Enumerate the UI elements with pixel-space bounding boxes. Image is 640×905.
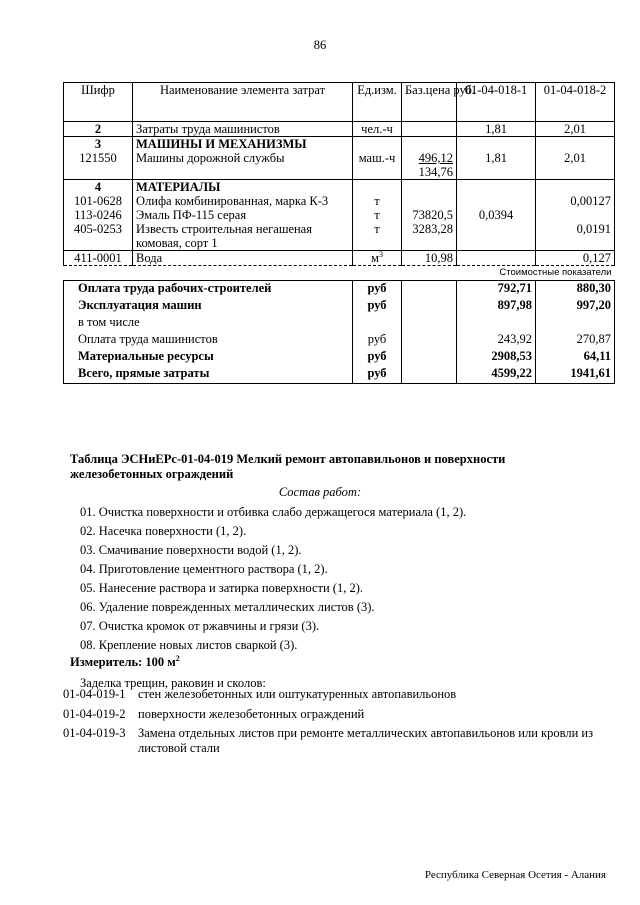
cost-name: в том числе xyxy=(64,315,353,332)
work-item: 02. Насечка поверхности (1, 2). xyxy=(80,524,247,538)
section-title-line-1: Таблица ЭСНиЕРс-01-04-019 Мелкий ремонт автопавильонов и поверхности xyxy=(70,452,506,466)
section-title xyxy=(70,452,610,482)
cost-caption-row xyxy=(64,266,615,281)
row-value-1: 1,81 xyxy=(457,122,536,137)
work-item: 01. Очистка поверхности и отбивка слабо держащегося материала (1, 2). xyxy=(80,505,467,519)
row-name: Эмаль ПФ-115 серая xyxy=(133,208,353,222)
table-row xyxy=(64,222,615,236)
row-unit: чел.-ч xyxy=(353,122,402,137)
row-value-1 xyxy=(457,251,536,266)
resource-table xyxy=(63,82,615,384)
variant-code: 01-04-019-3 xyxy=(63,726,126,740)
cost-value-2: 270,87 xyxy=(536,332,615,349)
row-price: 496,12 xyxy=(418,151,453,165)
row-name: МАШИНЫ И МЕХАНИЗМЫ xyxy=(133,137,353,152)
row-value-2: 0,127 xyxy=(536,251,615,266)
cost-name: Материальные ресурсы xyxy=(64,349,353,366)
row-code: 113-0246 xyxy=(64,208,133,222)
cost-name: Оплата труда рабочих-строителей xyxy=(64,281,353,299)
work-item: 08. Крепление новых листов сваркой (3). xyxy=(80,638,298,652)
work-item: 05. Нанесение раствора и затирка поверхности (1, 2). xyxy=(80,581,364,595)
footer-region: Республика Северная Осетия - Алания xyxy=(424,869,606,881)
variant-text: Замена отдельных листов при ремонте металлических автопавильонов или кровли из листовой стали xyxy=(138,726,594,755)
variant-code: 01-04-019-2 xyxy=(63,707,126,721)
cost-row xyxy=(64,281,615,299)
cost-row xyxy=(64,298,615,315)
row-name: Олифа комбинированная, марка К-3 xyxy=(133,194,353,208)
cost-value-2: 880,30 xyxy=(536,281,615,299)
row-unit: т xyxy=(353,222,402,236)
header-price: Баз.цена руб. xyxy=(402,83,457,122)
cost-unit: руб xyxy=(353,298,402,315)
row-value-2: 2,01 xyxy=(536,122,615,137)
row-name-continued: комовая, сорт 1 xyxy=(133,236,353,251)
cost-row xyxy=(64,366,615,384)
row-code: 101-0628 xyxy=(64,194,133,208)
row-price: 73820,5 xyxy=(402,208,457,222)
cost-unit: руб xyxy=(353,281,402,299)
table-row xyxy=(64,137,615,152)
cost-value-2: 64,11 xyxy=(536,349,615,366)
variant-code: 01-04-019-1 xyxy=(63,687,126,701)
cost-value-1: 792,71 xyxy=(457,281,536,299)
row-price xyxy=(402,122,457,137)
table-row xyxy=(64,208,615,222)
row-name: Затраты труда машинистов xyxy=(133,122,353,137)
row-code: 411-0001 xyxy=(64,251,133,266)
header-code: Шифр xyxy=(64,83,133,122)
work-item: 06. Удаление поврежденных металлических листов (3). xyxy=(80,600,375,614)
cost-value-2: 997,20 xyxy=(536,298,615,315)
cost-row xyxy=(64,349,615,366)
variant-text: поверхности железобетонных ограждений xyxy=(138,707,365,721)
row-unit: т xyxy=(353,194,402,208)
table-header-row xyxy=(64,83,615,122)
row-code: 405-0253 xyxy=(64,222,133,236)
row-value-2: 0,0191 xyxy=(536,222,615,236)
cost-value-1: 897,98 xyxy=(457,298,536,315)
work-item: 03. Смачивание поверхности водой (1, 2). xyxy=(80,543,302,557)
row-price xyxy=(402,194,457,208)
cost-value-1: 4599,22 xyxy=(457,366,536,384)
row-value-2: 0,00127 xyxy=(536,194,615,208)
row-value-2 xyxy=(536,208,615,222)
variant-row xyxy=(63,707,608,722)
work-item: 07. Очистка кромок от ржавчины и грязи (3). xyxy=(80,619,320,633)
row-code: 2 xyxy=(64,122,133,137)
row-price-secondary: 134,76 xyxy=(402,165,457,180)
header-unit: Ед.изм. xyxy=(353,83,402,122)
cost-caption: Стоимостные показатели xyxy=(64,266,615,281)
row-unit: $м^3$ xyxy=(353,251,402,266)
row-price: 3283,28 xyxy=(402,222,457,236)
cost-value-1: 243,92 xyxy=(457,332,536,349)
cost-unit: руб xyxy=(353,349,402,366)
row-code: 3 xyxy=(64,137,133,152)
cost-unit: руб xyxy=(353,332,402,349)
row-name: Вода xyxy=(133,251,353,266)
work-item: 04. Приготовление цементного раствора (1, 2). xyxy=(80,562,328,576)
row-value-1: 0,0394 xyxy=(457,208,536,222)
section-title-line-2: железобетонных ограждений xyxy=(70,467,234,481)
header-name: Наименование элемента затрат xyxy=(133,83,353,122)
cost-row xyxy=(64,315,615,332)
row-name: МАТЕРИАЛЫ xyxy=(133,180,353,195)
row-value-1: 1,81 xyxy=(457,151,536,165)
cost-value-2: 1941,61 xyxy=(536,366,615,384)
cost-name: Оплата труда машинистов xyxy=(64,332,353,349)
table-row xyxy=(64,251,615,266)
cost-value-1: 2908,53 xyxy=(457,349,536,366)
row-unit: т xyxy=(353,208,402,222)
row-unit: маш.-ч xyxy=(353,151,402,165)
cost-unit: руб xyxy=(353,366,402,384)
row-name: Машины дорожной службы xyxy=(133,151,353,165)
measure-unit: Измеритель: 100 $м^2$ xyxy=(70,653,180,669)
header-variant-2: 01-04-018-2 xyxy=(536,83,615,122)
variant-text: стен железобетонных или оштукатуренных автопавильонов xyxy=(138,687,457,701)
row-code: 4 xyxy=(64,180,133,195)
table-row xyxy=(64,151,615,165)
cost-name: Эксплуатация машин xyxy=(64,298,353,315)
table-row xyxy=(64,180,615,195)
row-value-2: 2,01 xyxy=(536,151,615,165)
header-variant-1: 01-04-018-1 xyxy=(457,83,536,122)
row-value-1 xyxy=(457,222,536,236)
page-number: 86 xyxy=(313,38,327,52)
table-row xyxy=(64,122,615,137)
row-name: Известь строительная негашеная xyxy=(133,222,353,236)
variant-row xyxy=(63,687,608,702)
works-heading: Состав работ: xyxy=(278,485,362,499)
row-code: 121550 xyxy=(64,151,133,165)
cost-row xyxy=(64,332,615,349)
repair-intro: Заделка трещин, раковин и сколов: xyxy=(80,676,266,690)
table-row xyxy=(64,194,615,208)
variant-row xyxy=(63,726,608,756)
row-value-1 xyxy=(457,194,536,208)
cost-name: Всего, прямые затраты xyxy=(64,366,353,384)
table-row xyxy=(64,165,615,180)
row-price: 10,98 xyxy=(402,251,457,266)
table-row xyxy=(64,236,615,251)
